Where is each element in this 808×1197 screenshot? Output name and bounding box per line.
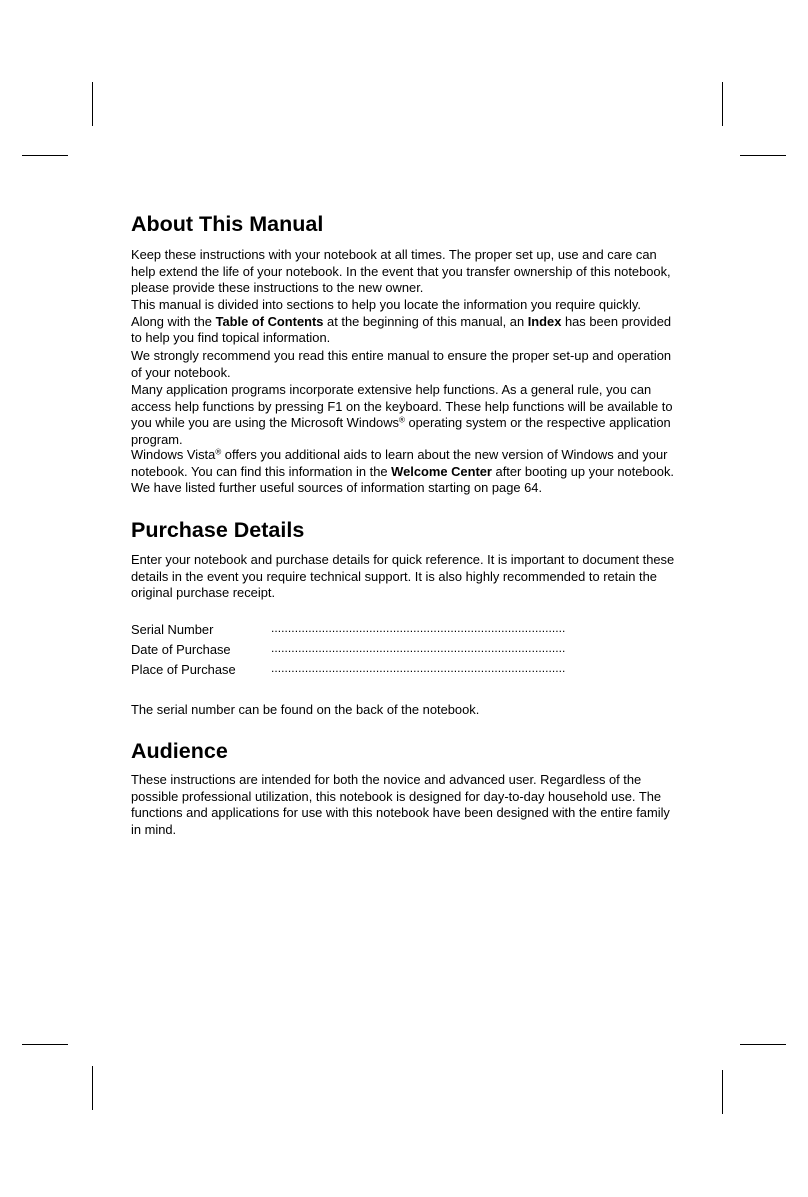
about-paragraph-5 (131, 447, 676, 497)
crop-mark-top-right-horizontal (740, 155, 786, 156)
about-paragraph-3: We strongly recommend you read this entire manual to ensure the proper set-up and operation of your notebook. (131, 348, 672, 380)
place-of-purchase-blank: ....................................................................................... (271, 661, 566, 675)
crop-mark-top-right-vertical (722, 82, 723, 126)
about-paragraph-1: Keep these instructions with your notebook at all times. The proper set up, use and care can help extend the life of your notebook. In the event that you transfer ownership of this notebook, please provide these instructions to the new owner. (131, 247, 671, 296)
serial-number-label: Serial Number (131, 622, 214, 637)
date-of-purchase-field (131, 641, 676, 659)
purchase-intro: Enter your notebook and purchase details for quick reference. It is important to document these details in the event you require technical support. It is also highly recommended to retain the original purchase receipt. (131, 552, 675, 601)
about-paragraph-2-text-c: at the beginning of this manual, an (323, 313, 528, 329)
crop-mark-bottom-left-vertical (92, 1066, 93, 1110)
crop-mark-top-left-vertical (92, 82, 93, 126)
registered-mark: ® (215, 447, 222, 457)
about-paragraph-2 (131, 297, 676, 347)
audience-paragraph: These instructions are intended for both the novice and advanced user. Regardless of the possible professional utilization, this notebook is designed for day-to-day household use. The functions and applications for use with this notebook have been designed with the entire family in mind. (131, 772, 670, 837)
about-paragraph-4-text-b: operating system or the respective application program. (131, 415, 671, 447)
crop-mark-top-left-horizontal (22, 155, 68, 156)
crop-mark-bottom-left-horizontal (22, 1044, 68, 1045)
serial-number-field (131, 621, 676, 639)
crop-mark-bottom-right-vertical (722, 1070, 723, 1114)
about-paragraph-5-text-b: offers you additional aids to learn about the new version of Windows and your notebook. You can find this information in the (131, 447, 668, 479)
date-of-purchase-blank: ....................................................................................... (271, 641, 566, 655)
registered-mark: ® (398, 415, 405, 425)
about-paragraph-2-text-a: This manual is divided into sections to help you locate the information you require quickly. Along with the (131, 297, 641, 329)
about-paragraph-4 (131, 382, 676, 448)
serial-number-note: The serial number can be found on the back of the notebook. (131, 702, 480, 717)
about-paragraph-4-text-a: Many application programs incorporate extensive help functions. As a general rule, you can access help functions by pressing F1 on the keyboard. These help functions will be available to you while you are using the Microsoft Windows (131, 382, 673, 431)
serial-number-blank: ....................................................................................... (271, 621, 566, 635)
place-of-purchase-label: Place of Purchase (131, 662, 236, 677)
audience-heading: Audience (131, 739, 228, 763)
about-paragraph-5-text-d: after booting up your notebook. We have listed further useful sources of information starting on page 64. (131, 463, 674, 496)
about-paragraph-5-text-a: Windows Vista (131, 447, 216, 462)
welcome-center-term: Welcome Center (391, 463, 492, 479)
place-of-purchase-field (131, 661, 676, 679)
crop-mark-bottom-right-horizontal (740, 1044, 786, 1045)
table-of-contents-term: Table of Contents (215, 313, 324, 329)
about-paragraph-2-text-e: has been provided to help you find topical information. (131, 313, 672, 346)
index-term: Index (527, 313, 562, 329)
purchase-heading: Purchase Details (131, 518, 305, 542)
date-of-purchase-label: Date of Purchase (131, 642, 231, 657)
about-heading: About This Manual (131, 212, 324, 236)
